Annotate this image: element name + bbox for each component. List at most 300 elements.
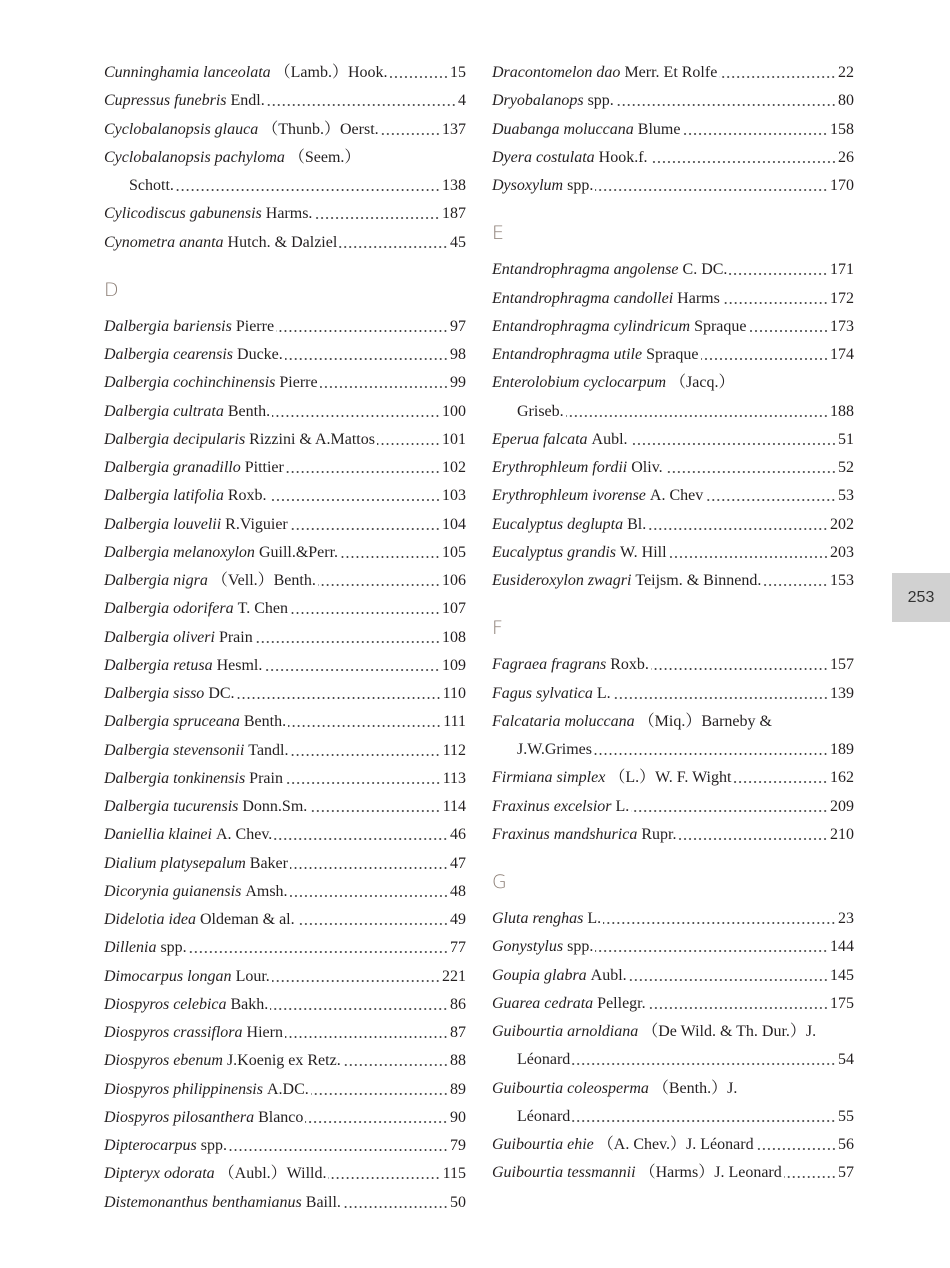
index-entry — [492, 482, 854, 510]
page-number: 49 — [450, 911, 466, 928]
scientific-name: Dalbergia odorifera — [104, 600, 234, 618]
dot-leader — [288, 720, 441, 730]
author: Pittier — [244, 459, 284, 476]
index-entry — [104, 1132, 466, 1160]
scientific-name: Dalbergia retusa — [104, 656, 213, 674]
page-number: 162 — [830, 769, 854, 787]
author: （Benth.）J. — [652, 1079, 738, 1097]
scientific-name: Dicorynia guianensis — [104, 882, 242, 900]
scientific-name: Daniellia klainei — [104, 826, 212, 844]
index-entry — [104, 708, 466, 736]
dot-leader — [722, 297, 828, 307]
author: Aubl. — [591, 430, 628, 448]
author: （Thunb.）Oerst. — [262, 120, 379, 138]
dot-leader — [651, 663, 828, 673]
dot-leader — [286, 466, 440, 476]
author: spp. — [567, 177, 594, 194]
page-number: 89 — [450, 1080, 466, 1098]
dot-leader — [305, 1116, 448, 1126]
author: L. — [587, 910, 602, 927]
author: A. Chev. — [215, 826, 273, 844]
page-number: 111 — [443, 713, 466, 731]
index-entry — [104, 454, 466, 482]
page-number: 99 — [450, 374, 466, 392]
dot-leader — [648, 523, 828, 533]
scientific-name: Guibourtia arnoldiana — [492, 1023, 639, 1040]
author: Harms — [677, 289, 720, 307]
dot-leader — [237, 692, 441, 702]
dot-leader — [290, 607, 440, 617]
index-entry — [492, 341, 854, 369]
dot-leader — [390, 71, 448, 81]
index-entry — [492, 1159, 854, 1187]
page-number: 100 — [442, 402, 466, 420]
index-entry — [104, 59, 466, 87]
page-number: 79 — [450, 1137, 466, 1154]
author-continued: Schott. — [129, 177, 174, 194]
page-number: 202 — [830, 515, 854, 533]
scientific-name: Cyclobalanopsis pachyloma — [104, 148, 285, 166]
index-column-right — [492, 59, 854, 1188]
page-number: 104 — [442, 515, 466, 533]
page-number: 22 — [838, 64, 854, 81]
scientific-name: Dalbergia melanoxylon — [104, 543, 255, 561]
index-entry — [104, 144, 466, 172]
page-number: 53 — [838, 487, 854, 505]
index-entry — [104, 398, 466, 426]
scientific-name: Diospyros pilosanthera — [104, 1108, 255, 1126]
index-entry — [104, 850, 466, 878]
dot-leader — [318, 579, 440, 589]
page-number: 48 — [450, 882, 466, 900]
scientific-name: Dysoxylum — [492, 177, 564, 194]
index-entry — [492, 793, 854, 821]
scientific-name: Fraxinus mandshurica — [492, 825, 638, 843]
author-continued: J.W.Grimes — [517, 741, 592, 758]
index-entry — [104, 934, 466, 962]
page-number: 56 — [838, 1136, 854, 1153]
scientific-name: Cylicodiscus gabunensis — [104, 205, 262, 223]
author: Pellegr. — [597, 994, 646, 1012]
author: W. Hill — [620, 543, 667, 561]
page-number: 109 — [442, 656, 466, 674]
dot-leader — [377, 438, 440, 448]
dot-leader — [629, 974, 828, 984]
dot-leader — [309, 805, 440, 815]
dot-leader — [274, 833, 448, 843]
index-entry — [492, 313, 854, 341]
dot-leader — [264, 664, 440, 674]
page-number: 175 — [830, 994, 854, 1012]
index-entry — [104, 87, 466, 115]
scientific-name: Fagraea fragrans — [492, 656, 607, 674]
page-number: 23 — [838, 910, 854, 927]
page-number: 26 — [838, 148, 854, 166]
index-entry — [492, 539, 854, 567]
author: Hesml. — [216, 656, 263, 674]
scientific-name: Dipteryx odorata — [104, 1165, 215, 1183]
author: Tandl. — [248, 741, 289, 759]
scientific-name: Dalbergia nigra — [104, 572, 208, 589]
dot-leader — [678, 833, 828, 843]
page-number: 106 — [442, 572, 466, 589]
author-continued: Léonard — [517, 1107, 571, 1125]
dot-leader — [176, 184, 440, 194]
scientific-name: Cupressus funebris — [104, 92, 227, 110]
page-number: 188 — [830, 402, 854, 420]
index-entry — [104, 963, 466, 991]
dot-leader — [603, 917, 836, 927]
scientific-name: Dalbergia latifolia — [104, 487, 224, 505]
section-letter: D — [104, 278, 119, 301]
scientific-name: Dialium platysepalum — [104, 854, 246, 872]
author: Ducke. — [237, 346, 283, 363]
scientific-name: Dipterocarpus — [104, 1137, 197, 1154]
author: spp. — [567, 938, 594, 956]
dot-leader — [705, 494, 836, 504]
page-number: 187 — [442, 205, 466, 223]
index-entry — [492, 285, 854, 313]
page-number: 114 — [442, 798, 466, 815]
index-entry — [492, 651, 854, 679]
scientific-name: Dalbergia cochinchinensis — [104, 374, 276, 392]
page-number: 98 — [450, 346, 466, 363]
index-entry — [104, 539, 466, 567]
index-entry — [104, 426, 466, 454]
author: Hook.f. — [598, 148, 648, 166]
dot-leader — [729, 268, 828, 278]
scientific-name: Erythrophleum ivorense — [492, 487, 646, 505]
author: Blume — [637, 120, 681, 138]
scientific-name: Firmiana simplex — [492, 769, 606, 787]
page-number: 46 — [450, 826, 466, 844]
index-entry-continuation — [492, 1046, 854, 1074]
author: Roxb. — [610, 656, 649, 674]
page-number: 137 — [442, 120, 466, 138]
scientific-name: Diospyros philippinensis — [104, 1080, 263, 1098]
index-entry — [492, 962, 854, 990]
author: Hutch. & Dalziel — [227, 233, 338, 251]
page-number: 145 — [830, 966, 854, 984]
scientific-name: Dalbergia louvelii — [104, 515, 222, 533]
scientific-name: Entandrophragma cylindricum — [492, 317, 691, 335]
scientific-name: Gluta renghas — [492, 910, 584, 927]
page-number: 52 — [838, 459, 854, 476]
dot-leader — [311, 1088, 448, 1098]
index-entry — [104, 737, 466, 765]
page-number: 112 — [442, 741, 466, 759]
index-entry — [492, 680, 854, 708]
index-entry — [492, 1018, 854, 1046]
author: spp. — [200, 1137, 227, 1154]
author: （Aubl.）Willd. — [218, 1165, 327, 1183]
scientific-name: Dalbergia spruceana — [104, 713, 240, 731]
scientific-name: Fraxinus excelsior — [492, 797, 612, 815]
scientific-name: Cynometra ananta — [104, 233, 224, 251]
dot-leader — [267, 99, 456, 109]
index-entry — [104, 765, 466, 793]
author: （A. Chev.）J. Léonard — [597, 1136, 754, 1153]
page-number: 170 — [830, 177, 854, 194]
index-entry — [492, 933, 854, 961]
index-entry-continuation — [492, 1103, 854, 1131]
dot-leader — [339, 241, 448, 251]
page-number: 172 — [830, 289, 854, 307]
page-number: 138 — [442, 177, 466, 194]
dot-leader — [763, 579, 828, 589]
author: Merr. Et Rolfe — [624, 64, 718, 81]
author: Guill.&Perr. — [258, 543, 339, 561]
author: （Jacq.） — [670, 374, 735, 392]
dot-leader — [272, 975, 440, 985]
index-entry — [492, 172, 854, 200]
author: C. DC. — [682, 261, 728, 279]
page-number: 50 — [450, 1193, 466, 1211]
index-entry — [492, 426, 854, 454]
author: Teijsm. & Binnend. — [635, 572, 762, 589]
author: Oldeman & al. — [199, 911, 295, 928]
page-number: 77 — [450, 939, 466, 957]
index-entry — [104, 567, 466, 595]
index-entry — [104, 878, 466, 906]
index-entry-continuation — [104, 172, 466, 200]
scientific-name: Dracontomelon dao — [492, 64, 621, 81]
author: A.DC. — [266, 1080, 309, 1098]
dot-leader — [285, 353, 448, 363]
author: Harms. — [265, 205, 313, 223]
index-entry — [492, 764, 854, 792]
author: L. — [615, 797, 630, 815]
page-number: 86 — [450, 995, 466, 1013]
scientific-name: Dalbergia tucurensis — [104, 798, 239, 815]
scientific-name: Dalbergia oliveri — [104, 628, 215, 646]
index-entry — [492, 511, 854, 539]
scientific-name: Dryobalanops — [492, 92, 584, 110]
author: Aubl. — [590, 966, 627, 984]
index-entry — [492, 454, 854, 482]
scientific-name: Duabanga moluccana — [492, 120, 634, 138]
scientific-name: Eucalyptus grandis — [492, 543, 616, 561]
page-number: 4 — [458, 92, 466, 110]
page-number: 115 — [442, 1165, 466, 1183]
scientific-name: Entandrophragma angolense — [492, 261, 679, 279]
dot-leader — [290, 862, 448, 872]
scientific-name: Dillenia — [104, 939, 157, 957]
dot-leader — [749, 325, 829, 335]
page-number: 108 — [442, 628, 466, 646]
dot-leader — [320, 381, 448, 391]
index-entry — [104, 1160, 466, 1188]
page-number: 203 — [830, 543, 854, 561]
index-entry — [104, 1019, 466, 1047]
author: Baker — [249, 854, 288, 872]
dot-leader — [189, 946, 448, 956]
dot-leader — [682, 128, 828, 138]
section-letter: G — [492, 871, 507, 893]
author: A. Chev — [649, 487, 704, 505]
scientific-name: Dalbergia decipularis — [104, 430, 246, 448]
scientific-name: Enterolobium cyclocarpum — [492, 374, 667, 392]
index-entry — [492, 821, 854, 849]
author: Prain — [218, 628, 253, 646]
page-number: 97 — [450, 317, 466, 335]
index-entry — [104, 511, 466, 539]
index-entry — [492, 567, 854, 595]
author-continued: Griseb. — [517, 402, 564, 420]
author: Bl. — [627, 515, 647, 533]
index-entry — [492, 144, 854, 172]
scientific-name: Erythrophleum fordii — [492, 459, 628, 476]
index-entry — [104, 1076, 466, 1104]
scientific-name: Entandrophragma candollei — [492, 289, 674, 307]
dot-leader — [285, 1031, 448, 1041]
author: Roxb. — [227, 487, 267, 505]
author: Spraque — [694, 317, 747, 335]
section-letter: E — [492, 222, 505, 245]
index-entry — [104, 369, 466, 397]
page-number: 57 — [838, 1164, 854, 1182]
page-number: 101 — [442, 430, 466, 448]
dot-leader — [290, 890, 448, 900]
index-entry — [104, 793, 466, 821]
index-entry — [104, 313, 466, 341]
dot-leader — [328, 1172, 440, 1182]
author: Benth. — [243, 713, 287, 731]
page-number: 107 — [442, 600, 466, 618]
page-number: 158 — [830, 120, 854, 138]
dot-leader — [381, 128, 440, 138]
page-number: 189 — [830, 741, 854, 758]
author: （L.）W. F. Wight — [609, 769, 732, 787]
index-entry — [104, 341, 466, 369]
dot-leader — [595, 184, 828, 194]
index-entry — [492, 116, 854, 144]
dot-leader — [572, 1058, 836, 1068]
dot-leader — [276, 325, 448, 335]
page-number: 102 — [442, 459, 466, 476]
author: Donn.Sm. — [242, 798, 308, 815]
author: （Miq.）Barneby & — [638, 712, 772, 730]
page-number: 113 — [442, 769, 466, 787]
index-entry — [104, 482, 466, 510]
page-number: 15 — [450, 64, 466, 81]
scientific-name: Distemonanthus benthamianus — [104, 1193, 302, 1211]
index-entry-continuation — [492, 736, 854, 764]
author: Baill. — [305, 1193, 341, 1211]
scientific-name: Dalbergia cultrata — [104, 402, 224, 420]
index-entry-continuation — [492, 398, 854, 426]
index-entry — [104, 595, 466, 623]
index-entry — [492, 256, 854, 284]
index-entry — [104, 229, 466, 257]
dot-leader — [669, 551, 828, 561]
scientific-name: Guibourtia coleosperma — [492, 1079, 649, 1097]
index-entry — [104, 1047, 466, 1075]
scientific-name: Goupia glabra — [492, 966, 587, 984]
dot-leader — [290, 749, 440, 759]
page-number: 88 — [450, 1052, 466, 1070]
author: （De Wild. & Th. Dur.）J. — [642, 1023, 817, 1040]
page-number: 45 — [450, 233, 466, 251]
page-number: 105 — [442, 543, 466, 561]
author: Pierre — [279, 374, 318, 392]
scientific-name: Diospyros ebenum — [104, 1052, 223, 1070]
dot-leader — [269, 494, 440, 504]
scientific-name: Falcataria moluccana — [492, 712, 635, 730]
index-entry — [104, 116, 466, 144]
dot-leader — [733, 776, 828, 786]
scientific-name: Dimocarpus longan — [104, 967, 232, 985]
author: Bakh. — [230, 995, 269, 1013]
scientific-name: Dalbergia cearensis — [104, 346, 234, 363]
scientific-name: Entandrophragma utile — [492, 346, 643, 363]
dot-leader — [572, 1115, 836, 1125]
section-letter: F — [492, 617, 503, 640]
dot-leader — [648, 1002, 828, 1012]
dot-leader — [701, 353, 828, 363]
index-entry — [492, 59, 854, 87]
author: Rupr. — [641, 825, 677, 843]
author: T. Chen — [237, 600, 288, 618]
scientific-name: Gonystylus — [492, 938, 564, 956]
dot-leader — [756, 1143, 836, 1153]
scientific-name: Guibourtia ehie — [492, 1136, 594, 1153]
page-number: 209 — [830, 797, 854, 815]
scientific-name: Diospyros celebica — [104, 995, 227, 1013]
scientific-name: Dyera costulata — [492, 148, 595, 166]
index-entry — [492, 708, 854, 736]
index-entry — [104, 680, 466, 708]
page-number: 157 — [830, 656, 854, 674]
page-number: 55 — [838, 1107, 854, 1125]
scientific-name: Eperua falcata — [492, 430, 588, 448]
dot-leader — [650, 156, 836, 166]
dot-leader — [613, 692, 828, 702]
scientific-name: Dalbergia sisso — [104, 685, 205, 702]
index-column-left — [104, 59, 466, 1217]
author: Amsh. — [245, 882, 288, 900]
scientific-name: Dalbergia granadillo — [104, 459, 241, 476]
author: （Lamb.）Hook. — [274, 64, 388, 81]
index-entry — [492, 1131, 854, 1159]
page-number: 51 — [838, 430, 854, 448]
author: Endl. — [230, 92, 265, 110]
dot-leader — [297, 918, 448, 928]
scientific-name: Eucalyptus deglupta — [492, 515, 624, 533]
page-number: 90 — [450, 1108, 466, 1126]
index-entry — [104, 991, 466, 1019]
dot-leader — [255, 636, 440, 646]
author: L. — [596, 684, 611, 702]
page-number: 103 — [442, 487, 466, 505]
index-entry — [104, 1189, 466, 1217]
scientific-name: Didelotia idea — [104, 911, 196, 928]
index-entry — [492, 1075, 854, 1103]
author: spp. — [160, 939, 187, 957]
page-number: 221 — [442, 967, 466, 985]
scientific-name: Dalbergia tonkinensis — [104, 769, 246, 787]
index-entry — [104, 652, 466, 680]
index-entry — [492, 87, 854, 115]
page-number: 80 — [838, 92, 854, 110]
author: spp. — [587, 92, 614, 110]
scientific-name: Dalbergia bariensis — [104, 317, 232, 335]
dot-leader — [566, 410, 828, 420]
dot-leader — [594, 748, 828, 758]
author: Benth. — [227, 402, 271, 420]
page-number: 153 — [830, 572, 854, 589]
dot-leader — [343, 1059, 448, 1069]
